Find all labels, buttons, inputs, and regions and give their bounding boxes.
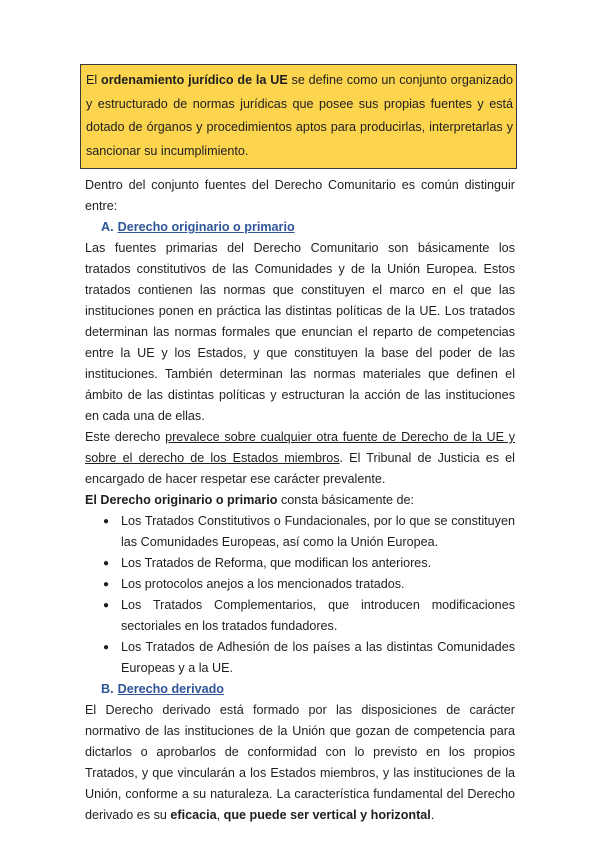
bullet-icon: ● — [103, 642, 110, 653]
section-a-letter: A. — [101, 220, 114, 234]
list-item: ● Los Tratados Complementarios, que introducen modificaciones sectoriales en los tratados fundadores. — [85, 595, 515, 637]
callout-text-start: El — [86, 73, 102, 87]
callout-bold-term: ordenamiento jurídico de la UE — [101, 73, 288, 87]
bold-vertical-horizontal: que puede ser vertical y horizontal — [223, 808, 431, 822]
bold-eficacia: eficacia — [170, 808, 217, 822]
section-a-paragraph-1: Las fuentes primarias del Derecho Comunitario son básicamente los tratados constitutivos de las Comunidades y de la Unión Europea. Estos tratados contienen las normas que constituyen el marco en el que las instituciones ponen en práctica las distintas políticas de la UE. Los tratados determinan las normas formales que enuncian el reparto de competencias entre la UE y los Estados, y que constituyen la base del poder de las instituciones. También determinan las normas materiales que definen el ámbito de las distintas políticas y estructuran la acción de las instituciones en cada una de ellas. — [85, 241, 515, 423]
bullet-icon: ● — [103, 600, 110, 611]
list-item: ● Los Tratados de Reforma, que modifican los anteriores. — [85, 553, 515, 574]
p2-underlined-text: prevalece sobre cualquier otra fuente de Derecho de la UE y sobre el derecho de los Estados miembros — [85, 430, 515, 465]
callout-text-rest: se define como un conjunto organizado y estructurado de normas jurídicas que posee sus propias fuentes y está dotado de órganos y procedimientos aptos para producirlas, interpretarlas y sancionar su incumplimiento. — [86, 73, 513, 158]
p2-start: Este derecho — [85, 430, 166, 444]
section-b-title-link[interactable]: Derecho derivado — [117, 682, 224, 696]
list-item: ● Los protocolos anejos a los mencionados tratados. — [85, 574, 515, 595]
p3-bold: El Derecho originario o primario — [85, 493, 278, 507]
p3-rest: consta básicamente de: — [277, 493, 414, 507]
section-a-heading — [85, 217, 515, 238]
definition-callout — [80, 64, 517, 169]
section-a-paragraph-2 — [85, 427, 515, 490]
list-item: ● Los Tratados de Adhesión de los países a las distintas Comunidades Europeas y a la UE. — [85, 637, 515, 679]
section-b-paragraph-1: El Derecho derivado está formado por las disposiciones de carácter normativo de las instituciones de la Unión que gozan de competencia para dictarlos o aprobarlos de conformidad con lo previsto en los propios Tratados, y que vincularán a los Estados miembros, y las instituciones de la Unión, conforme a su naturaleza. La característica fundamental del Derecho derivado es su eficacia, que puede ser vertical y horizontal. — [85, 703, 515, 822]
treaties-list — [85, 511, 515, 679]
section-b-letter: B. — [101, 682, 114, 696]
intro-paragraph: Dentro del conjunto fuentes del Derecho Comunitario es común distinguir entre: — [85, 178, 515, 213]
section-b-heading — [85, 679, 515, 700]
bullet-icon: ● — [103, 516, 110, 527]
bullet-icon: ● — [103, 558, 110, 569]
section-a-title-link[interactable]: Derecho originario o primario — [117, 220, 295, 234]
list-item: ● Los Tratados Constitutivos o Fundacionales, por lo que se constituyen las Comunidades Europeas, así como la Unión Europea. — [85, 511, 515, 553]
bullet-icon: ● — [103, 579, 110, 590]
section-a-paragraph-3 — [85, 490, 515, 511]
document-body — [85, 175, 515, 826]
p2-end: . El Tribunal de Justicia es el encargado de hacer respetar ese carácter prevalente. — [85, 451, 515, 486]
